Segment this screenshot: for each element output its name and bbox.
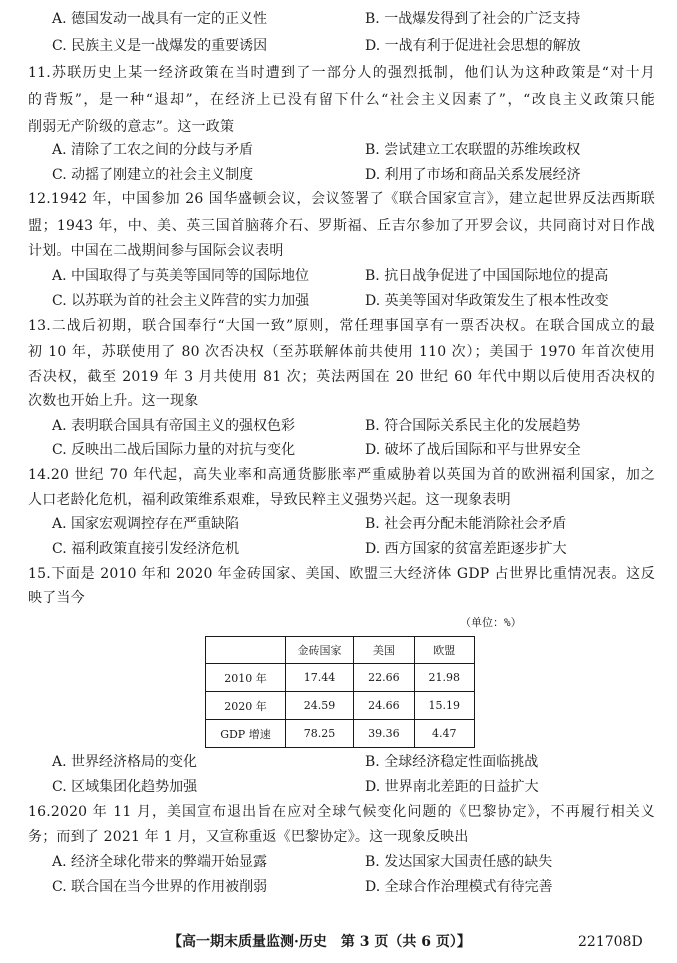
- q16-stem-line-2: 务；而到了 2021 年 1 月，又宣称重返《巴黎协定》。这一现象反映出: [28, 829, 469, 845]
- paper-code: 221708D: [578, 934, 643, 950]
- q14-option-d: D. 西方国家的贫富差距逐步扩大: [365, 541, 567, 557]
- q16-option-c: C. 联合国在当今世界的作用被削弱: [52, 879, 268, 895]
- table-header-cell: 金砖国家: [285, 637, 353, 664]
- table-cell: 4.47: [414, 720, 474, 748]
- q15-option-c: C. 区域集团化趋势加强: [52, 779, 198, 795]
- table-cell: 24.59: [285, 692, 353, 720]
- q11-stem-line-2: 的背叛”，是一种“退却”，在经济上已没有留下什么“社会主义因素了”，“改良主义政策只能: [28, 92, 655, 108]
- q11-option-a: A. 清除了工农之间的分歧与矛盾: [52, 142, 254, 158]
- q16-option-a: A. 经济全球化带来的弊端开始显露: [52, 854, 268, 870]
- q10-option-c: C. 民族主义是一战爆发的重要诱因: [52, 38, 268, 54]
- table-header-cell: 欧盟: [414, 637, 474, 664]
- q15-stem-line-1: 15.下面是 2010 年和 2020 年金砖国家、美国、欧盟三大经济体 GDP 占世界比重情况表。这反: [28, 566, 655, 582]
- q15-option-d: D. 世界南北差距的日益扩大: [365, 779, 539, 795]
- q11-stem-line-3: 削弱无产阶级的意志”。这一政策: [28, 119, 235, 135]
- q13-option-b: B. 符合国际关系民主化的发展趋势: [365, 418, 581, 434]
- table-unit-label: （单位：%）: [460, 616, 522, 629]
- table-cell: 39.36: [354, 720, 414, 748]
- table-row: [206, 664, 475, 692]
- q13-option-d: D. 破坏了战后国际和平与世界安全: [365, 442, 581, 458]
- q11-option-b: B. 尝试建立工农联盟的苏维埃政权: [365, 142, 581, 158]
- table-cell: 21.98: [414, 664, 474, 692]
- q13-option-c: C. 反映出二战后国际力量的对抗与变化: [52, 442, 296, 458]
- q11-option-c: C. 动摇了刚建立的社会主义制度: [52, 167, 254, 183]
- q12-option-c: C. 以苏联为首的社会主义阵营的实力加强: [52, 293, 310, 309]
- q12-option-d: D. 英美等国对华政策发生了根本性改变: [365, 293, 609, 309]
- q14-option-b: B. 社会再分配未能消除社会矛盾: [365, 516, 567, 532]
- table-row: [206, 692, 475, 720]
- q16-stem-line-1: 16.2020 年 11 月，美国宣布退出旨在应对全球气候变化问题的《巴黎协定》，不再履行相关义: [28, 804, 655, 820]
- q14-stem-line-2: 人口老龄化危机，福利政策维系艰难，导致民粹主义强势兴起。这一现象表明: [28, 492, 511, 508]
- q16-option-d: D. 全球合作治理模式有待完善: [365, 879, 553, 895]
- q14-stem-line-1: 14.20 世纪 70 年代起，高失业率和高通货膨胀率严重威胁着以英国为首的欧洲福利国家，加之: [28, 467, 655, 483]
- q13-stem-line-4: 次数也开始上升。这一现象: [28, 393, 199, 409]
- table-cell: 15.19: [414, 692, 474, 720]
- q14-option-a: A. 国家宏观调控存在严重缺陷: [52, 516, 240, 532]
- table-header-cell: 美国: [354, 637, 414, 664]
- q13-stem-line-3: 否决权，截至 2019 年 3 月共使用 81 次；英法两国在 20 世纪 60 年代中期以后使用否决权的: [28, 369, 655, 385]
- q10-option-a: A. 德国发动一战具有一定的正义性: [52, 11, 268, 27]
- table-cell: 24.66: [354, 692, 414, 720]
- q13-stem-line-2: 初 10 年，苏联使用了 80 次否决权（至苏联解体前共使用 110 次）；美国于 1970 年首次使用: [28, 344, 655, 360]
- q10-option-d: D. 一战有利于促进社会思想的解放: [365, 38, 581, 54]
- q16-option-b: B. 发达国家大国责任感的缺失: [365, 854, 553, 870]
- table-cell: 2020 年: [206, 692, 286, 720]
- gdp-share-table: [205, 636, 475, 748]
- q13-option-a: A. 表明联合国具有帝国主义的强权色彩: [52, 418, 296, 434]
- q12-stem-line-2: 盟；1943 年，中、美、英三国首脑蒋介石、罗斯福、丘吉尔参加了开罗会议，共同商讨对日作战: [28, 218, 655, 234]
- q12-stem-line-1: 12.1942 年，中国参加 26 国华盛顿会议，会议签署了《联合国家宣言》，建立起世界反法西斯联: [28, 191, 655, 207]
- page-footer: 【高一期末质量监测·历史 第 3 页（共 6 页）】: [168, 934, 471, 950]
- q11-stem-line-1: 11.苏联历史上某一经济政策在当时遭到了一部分人的强烈抵制，他们认为这种政策是“对十月: [28, 65, 655, 81]
- q14-option-c: C. 福利政策直接引发经济危机: [52, 541, 240, 557]
- table-cell: GDP 增速: [206, 720, 286, 748]
- table-row: [206, 720, 475, 748]
- table-cell: 2010 年: [206, 664, 286, 692]
- table-cell: 78.25: [285, 720, 353, 748]
- q11-option-d: D. 利用了市场和商品关系发展经济: [365, 167, 581, 183]
- q15-stem-line-2: 映了当今: [28, 590, 85, 606]
- q15-option-b: B. 全球经济稳定性面临挑战: [365, 754, 539, 770]
- table-cell: 17.44: [285, 664, 353, 692]
- q15-option-a: A. 世界经济格局的变化: [52, 754, 198, 770]
- q12-option-a: A. 中国取得了与英美等国同等的国际地位: [52, 268, 310, 284]
- table-header-cell: [206, 637, 286, 664]
- q12-stem-line-3: 计划。中国在二战期间参与国际会议表明: [28, 243, 284, 259]
- q10-option-b: B. 一战爆发得到了社会的广泛支持: [365, 11, 581, 27]
- q13-stem-line-1: 13.二战后初期，联合国奉行“大国一致”原则，常任理事国享有一票否决权。在联合国成立的最: [28, 318, 655, 334]
- table-cell: 22.66: [354, 664, 414, 692]
- table-header-row: [206, 637, 475, 664]
- q12-option-b: B. 抗日战争促进了中国国际地位的提高: [365, 268, 609, 284]
